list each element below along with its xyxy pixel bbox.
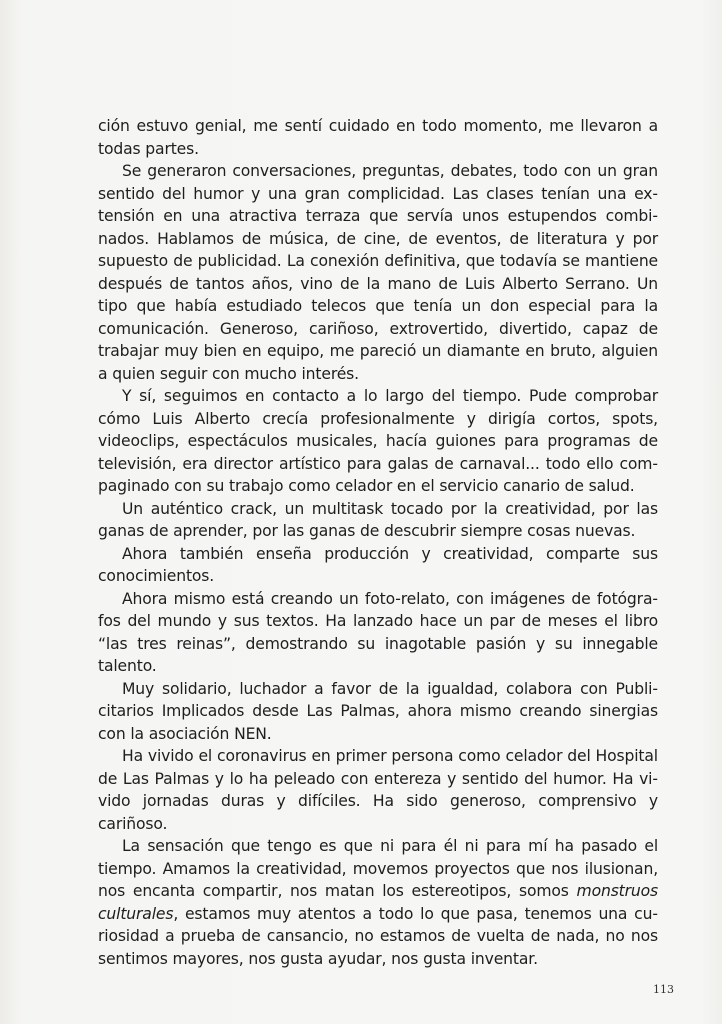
text-run: La sensación que tengo es que ni para él ni para mí ha pasado el tiempo. Amamos la creatividad, movemos proyectos que nos ilusionan, nos encanta compartir, nos matan los estereotipos, somos [98,837,658,900]
page-number: 113 [653,983,674,996]
paragraph: ción estuvo genial, me sentí cuidado en todo momento, me llevaron a todas partes. [98,117,658,158]
body-text [98,115,658,970]
paragraph: Se generaron conversaciones, preguntas, debates, todo con un gran sentido del humor y una gran complicidad. Las clases tenían una extensión en una atractiva terraza que servía unos estupendos combinados. Hablamos de música, de cine, de eventos, de literatura y por supuesto de publicidad. La conexión definitiva, que todavía se mantiene después de tantos años, vino de la mano de Luis Alberto Serrano. Un tipo que había estudiado telecos que tenía un don especial para la comunicación. Generoso, cariñoso, extrovertido, divertido, capaz de trabajar muy bien en equipo, me pareció un diamante en bruto, alguien a quien seguir con mucho interés. [98,162,658,383]
paragraph: Ahora también enseña producción y creatividad, comparte sus conocimientos. [98,544,658,585]
paragraph: Muy solidario, luchador a favor de la igualdad, colabora con Publicitarios Implicados desde Las Palmas, ahora mismo creando sinergias con la asociación NEN. [98,679,658,743]
paragraph-last [98,835,658,970]
italic-phrase: monstruos culturales [98,882,658,923]
paragraph: Un auténtico crack, un multitask tocado por la creatividad, por las ganas de aprender, por las ganas de descubrir siempre cosas nuevas. [98,499,658,540]
paragraph: Y sí, seguimos en contacto a lo largo del tiempo. Pude comprobar cómo Luis Alberto crecía profesionalmente y dirigía cortos, spots, videoclips, espectáculos musicales, hacía guiones para programas de televisión, era director artístico para galas de carnaval... todo ello compaginado con su trabajo como celador en el servicio canario de salud. [98,387,658,495]
paragraph: Ha vivido el coronavirus en primer persona como celador del Hospital de Las Palmas y lo ha peleado con entereza y sentido del humor. Ha vivido jornadas duras y difíciles. Ha sido generoso, comprensivo y cariñoso. [98,747,658,833]
paragraph: Ahora mismo está creando un foto-relato, con imágenes de fotógrafos del mundo y sus textos. Ha lanzado hace un par de meses el libro “las tres reinas”, demostrando su inagotable pasión y su innegable talento. [98,589,658,675]
text-run: , estamos muy atentos a todo lo que pasa, tenemos una curiosidad a prueba de cansancio, no estamos de vuelta de nada, no nos sentimos mayores, nos gusta ayudar, nos gusta inventar. [98,904,658,968]
